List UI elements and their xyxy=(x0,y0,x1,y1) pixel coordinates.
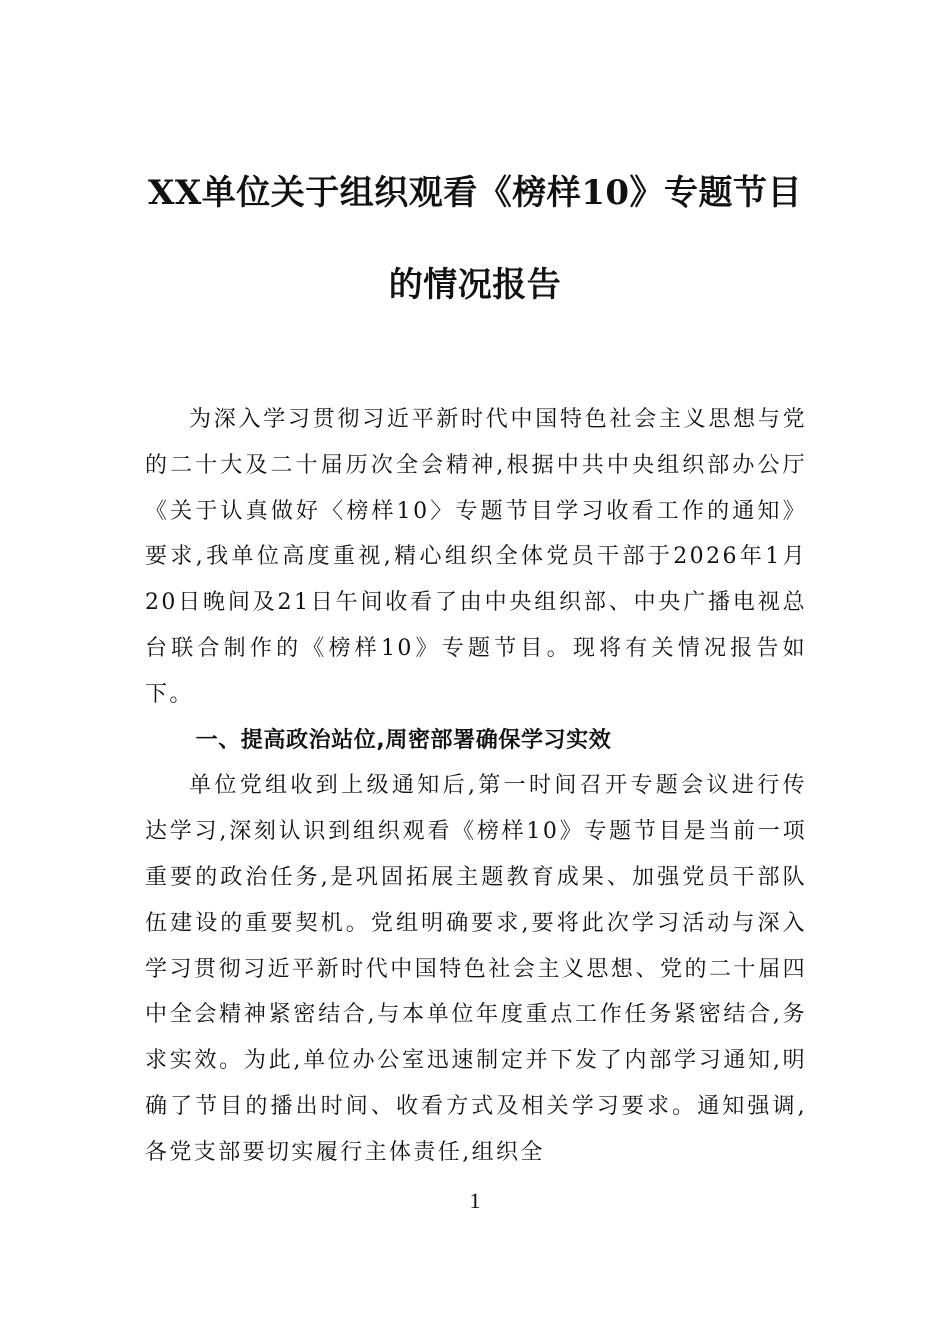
document-title-line-2: 的情况报告 xyxy=(388,265,562,305)
section-1-paragraph: 单位党组收到上级通知后,第一时间召开专题会议进行传达学习,深刻认识到组织观看《榜样10》专题节目是当前一项重要的政治任务,是巩固拓展主题教育成果、加强党员干部队伍建设的重要契机。党组明确要求,要将此次学习活动与深入学习贯彻习近平新时代中国特色社会主义思想、党的二十届四中全会精神紧密结合,与本单位年度重点工作任务紧密结合,务求实效。为此,单位办公室迅速制定并下发了内部学习通知,明确了节目的播出时间、收看方式及相关学习要求。通知强调,各党支部要切实履行主体责任,组织全 xyxy=(145,773,807,1165)
page-number: 1 xyxy=(469,1188,481,1213)
document-body xyxy=(145,397,807,1176)
section-heading-1: 一、提高政治站位,周密部署确保学习实效 xyxy=(195,727,612,753)
document-title-line-1: XX单位关于组织观看《榜样10》专题节目 xyxy=(147,173,803,213)
intro-paragraph: 为深入学习贯彻习近平新时代中国特色社会主义思想与党的二十大及二十届历次全会精神,根据中共中央组织部办公厅《关于认真做好〈榜样10〉专题节目学习收看工作的通知》要求,我单位高度重视,精心组织全体党员干部于2026年1月20日晚间及21日午间收看了由中央组织部、中央广播电视总台联合制作的《榜样10》专题节目。现将有关情况报告如下。 xyxy=(145,407,807,707)
